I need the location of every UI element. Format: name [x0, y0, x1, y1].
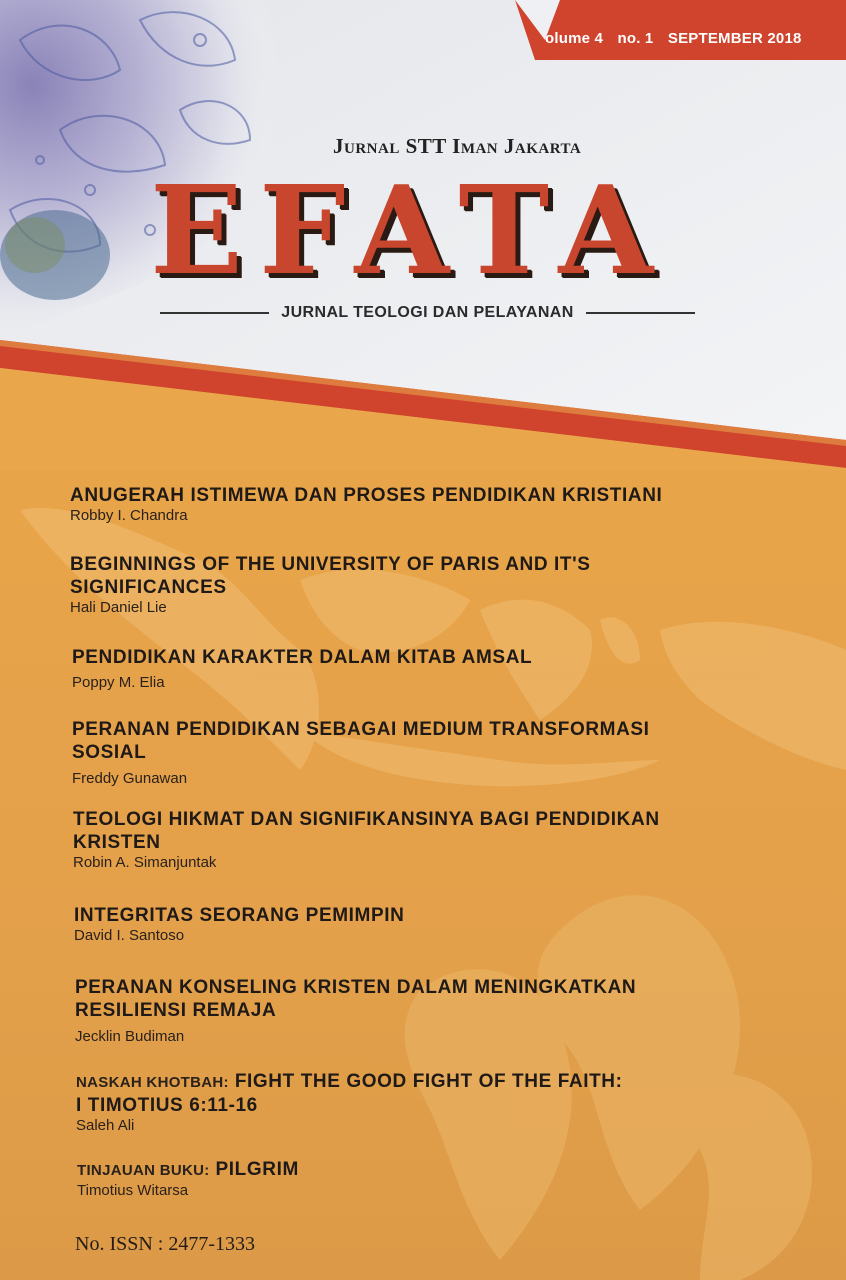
article-title: TEOLOGI HIKMAT DAN SIGNIFIKANSINYA BAGI PENDIDIKAN [73, 809, 660, 830]
issn-number: No. ISSN : 2477-1333 [75, 1233, 256, 1255]
article-title: ANUGERAH ISTIMEWA DAN PROSES PENDIDIKAN KRISTIANI [70, 485, 663, 506]
article-author: Jecklin Budiman [75, 1028, 185, 1045]
article-entry-1[interactable] [70, 484, 662, 525]
article-author: Freddy Gunawan [72, 770, 188, 787]
article-entry-7[interactable] [75, 976, 636, 1046]
date-label: SEPTEMBER 2018 [667, 30, 802, 47]
subtitle-text: JURNAL TEOLOGI DAN PELAYANAN [281, 304, 574, 321]
article-author: David I. Santoso [74, 927, 185, 944]
article-author: Robin A. Simanjuntak [73, 854, 217, 871]
article-entry-4[interactable] [72, 718, 650, 788]
article-entry-3[interactable] [72, 646, 532, 692]
article-entry-6[interactable] [74, 904, 404, 945]
article-author: Poppy M. Elia [72, 674, 165, 691]
journal-title: EFATA [150, 158, 670, 302]
book-review-title: PILGRIM [215, 1159, 299, 1180]
article-entry-2[interactable] [70, 553, 591, 617]
article-author: Robby I. Chandra [70, 507, 188, 524]
sermon-title: FIGHT THE GOOD FIGHT OF THE FAITH: [234, 1071, 623, 1092]
sermon-title-continued: I TIMOTIUS 6:11-16 [76, 1095, 258, 1116]
article-title-continued: RESILIENSI REMAJA [75, 1000, 277, 1021]
book-review-label: TINJAUAN BUKU: [77, 1162, 210, 1179]
sermon-entry[interactable] [76, 1070, 623, 1135]
journal-publisher: Jurnal STT Iman Jakarta [333, 134, 582, 158]
article-title: BEGINNINGS OF THE UNIVERSITY OF PARIS AND IT'S [70, 554, 591, 575]
volume-label: olume 4 [545, 30, 604, 47]
sermon-author: Saleh Ali [76, 1117, 135, 1134]
article-title: PERANAN KONSELING KRISTEN DALAM MENINGKATKAN [75, 977, 637, 998]
book-review-entry[interactable] [77, 1158, 299, 1200]
sermon-label: NASKAH KHOTBAH: [76, 1074, 229, 1091]
article-title: PENDIDIKAN KARAKTER DALAM KITAB AMSAL [72, 647, 533, 668]
book-review-author: Timotius Witarsa [77, 1182, 189, 1199]
article-author: Hali Daniel Lie [70, 599, 167, 616]
article-entry-5[interactable] [73, 808, 660, 872]
article-title-continued: SIGNIFICANCES [70, 577, 227, 598]
article-title-continued: KRISTEN [73, 832, 161, 853]
article-title: PERANAN PENDIDIKAN SEBAGAI MEDIUM TRANSFORMASI [72, 719, 650, 740]
issue-label: no. 1 [617, 30, 654, 47]
article-title-continued: SOSIAL [72, 742, 147, 763]
article-title: INTEGRITAS SEORANG PEMIMPIN [74, 905, 405, 926]
